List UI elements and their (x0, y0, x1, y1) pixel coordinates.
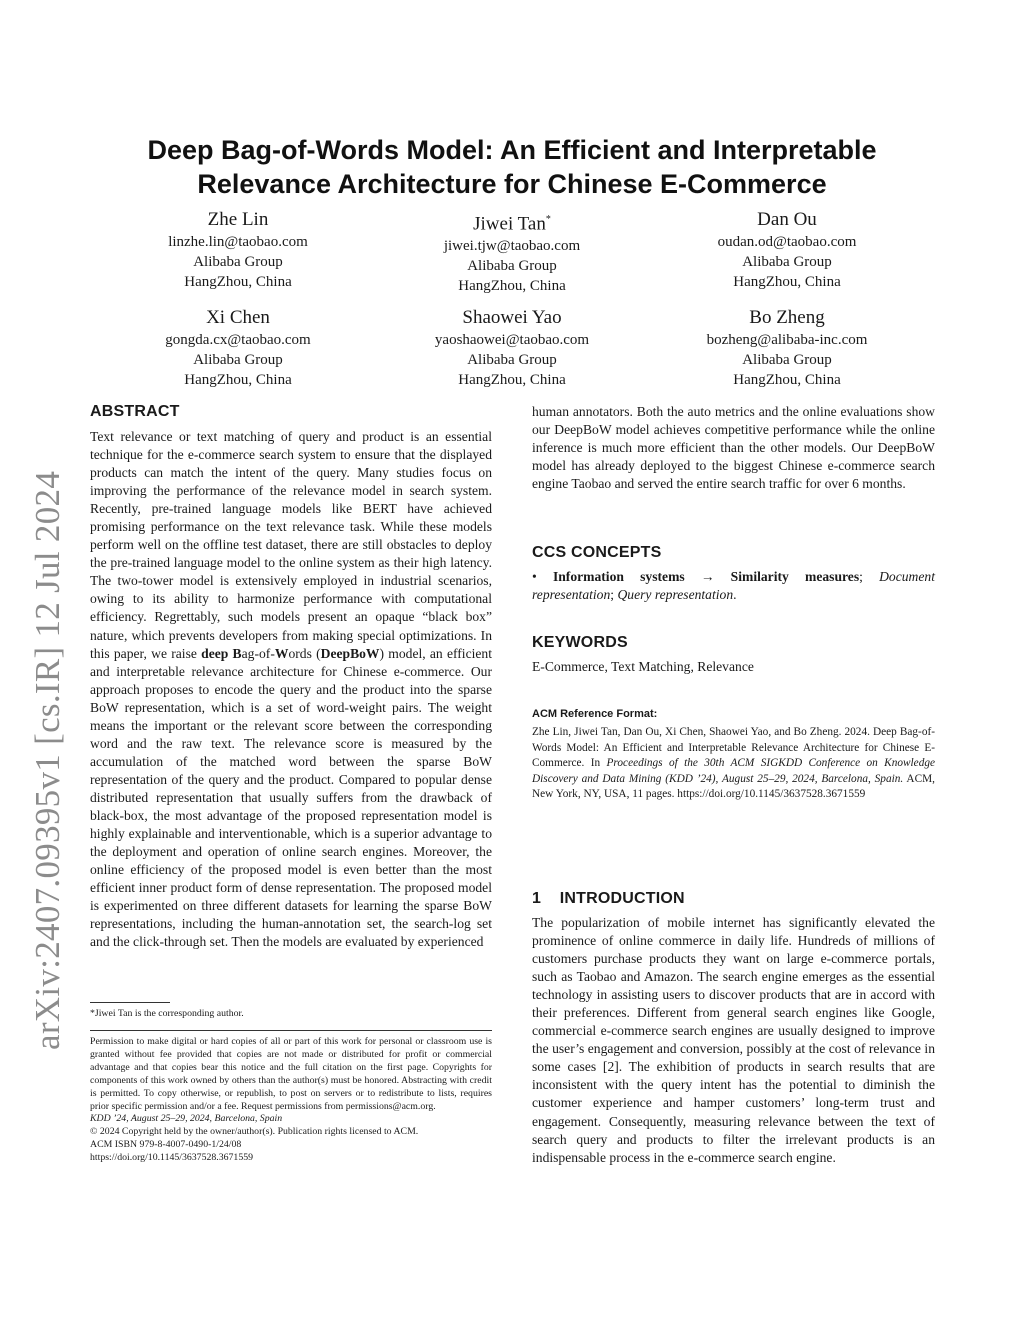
author-location: HangZhou, China (733, 372, 841, 388)
author-location: HangZhou, China (733, 274, 841, 290)
author-org: Alibaba Group (193, 352, 283, 368)
author-name: Xi Chen (206, 307, 270, 328)
isbn-line: ACM ISBN 979-8-4007-0490-1/24/08 (90, 1139, 242, 1151)
author-location: HangZhou, China (458, 372, 566, 388)
author-location: HangZhou, China (184, 372, 292, 388)
ccs-concepts: • Information systems → Similarity measures; Document representation; Query representation. (532, 569, 935, 603)
intro-body: The popularization of mobile internet has significantly elevated the prominence of online commerce in daily life. Hundreds of millions of customers purchase products they want on large e-commerce portals, such as Taobao and Amazon. The search engine emerges as the essential technology in assisting users to discover products that are in accord with their preferences. Different from general search engines like Google, commercial e-commerce search engines are usually designed to improve the user’s engagement and conversion, possibly at the cost of relevance in some cases [2]. The exhibition of products in search results that are inconsistent with the query intent has the potential to diminish the customer experience and hamper customers’ long-term trust and engagement. Consequently, measuring relevance between the text of search query and products to filter the irrelevant products is an indispensable process in the e-commerce search engine. (532, 915, 935, 1165)
author-email: oudan.od@taobao.com (717, 234, 857, 250)
author-email: gongda.cx@taobao.com (165, 332, 311, 348)
author-org: Alibaba Group (193, 254, 283, 270)
author-org: Alibaba Group (467, 258, 557, 275)
abstract-continued: human annotators. Both the auto metrics and the online evaluations show our DeepBoW model achieves competitive performance while the online inference is much more efficient than the other models. Our DeepBoW model has already deployed to the biggest Chinese e-commerce search engine Taobao and served the entire search traffic for over 6 months. (532, 404, 935, 492)
author-block (657, 306, 917, 390)
author-name: Dan Ou (757, 209, 817, 230)
permission-block (90, 1036, 492, 1165)
paper-title (90, 133, 934, 201)
author-block (108, 208, 368, 292)
author-email: linzhe.lin@taobao.com (168, 234, 308, 250)
corresponding-mark: * (545, 214, 551, 225)
author-location: HangZhou, China (458, 278, 566, 295)
author-block (382, 306, 642, 390)
arxiv-stamp: arXiv:2407.09395v1 [cs.IR] 12 Jul 2024 (28, 470, 67, 1050)
acm-ref-body: Zhe Lin, Jiwei Tan, Dan Ou, Xi Chen, Shaowei Yao, and Bo Zheng. 2024. Deep Bag-of-Words Model: An Efficient and Interpretable Relevance Architecture for Chinese E-Commerce. In Proceedings of the 30th ACM SIGKDD Conference on Knowledge Discovery and Data Mining (KDD ’24), August 25–29, 2024, Barcelona, Spain. ACM, New York, NY, USA, 11 pages. https://doi.org/10.1145/3637528.3671559 (532, 726, 935, 801)
abstract-heading: ABSTRACT (90, 403, 180, 420)
author-org: Alibaba Group (742, 254, 832, 270)
ccs-heading: CCS CONCEPTS (532, 544, 662, 561)
author-name: Jiwei Tan* (473, 213, 551, 235)
keywords-text: E-Commerce, Text Matching, Relevance (532, 659, 754, 674)
author-block (382, 208, 642, 296)
author-email: bozheng@alibaba-inc.com (706, 332, 868, 348)
author-name: Bo Zheng (749, 307, 825, 328)
title-line-2: Relevance Architecture for Chinese E-Commerce (197, 169, 827, 199)
author-org: Alibaba Group (742, 352, 832, 368)
permission-text: Permission to make digital or hard copies of all or part of this work for personal or classroom use is granted without fee provided that copies are not made or distributed for profit or commercial advantage and that copies bear this notice and the full citation on the first page. Copyrights for components of this work owned by others than the author(s) must be honored. Abstracting with credit is permitted. To copy otherwise, or republish, to post on servers or to redistribute to lists, requires prior specific permission and/or a fee. Request permissions from permissions@acm.org. (90, 1036, 492, 1112)
author-location: HangZhou, China (184, 274, 292, 290)
author-email: yaoshaowei@taobao.com (434, 332, 590, 348)
venue-line: KDD ’24, August 25–29, 2024, Barcelona, Spain (90, 1113, 283, 1125)
permission-rule (90, 1030, 492, 1031)
author-name: Zhe Lin (207, 209, 269, 230)
footnote: *Jiwei Tan is the corresponding author. (90, 1008, 244, 1019)
author-name: Shaowei Yao (462, 307, 562, 328)
author-block (108, 306, 368, 390)
intro-heading: 1 INTRODUCTION (532, 890, 685, 907)
footnote-rule (90, 1002, 170, 1003)
doi-link[interactable]: https://doi.org/10.1145/3637528.3671559 (90, 1152, 254, 1164)
abstract-body: Text relevance or text matching of query and product is an essential technique for the e-commerce search system to ensure that the displayed products can match the intent of the query. Many studies focus on improving the performance of the relevance model in search system. Recently, pre-trained language models like BERT have achieved promising performance on the text relevance task. While these models perform well on the offline test dataset, there are still obstacles to deploy the pre-trained language model to the online system as their high latency. The two-tower model is extensively employed in industrial scenarios, owing to its ability to harmonize performance with computational efficiency. Regrettably, such models present an opaque “black box” nature, which prevents developers from making special optimizations. In this paper, we raise deep Bag-of-Words (DeepBoW) model, an efficient and interpretable relevance architecture for Chinese e-commerce. Our approach proposes to encode the query and the product into the sparse BoW representation, which is a set of word-weight pairs. The weight means the important or the relevant score between the corresponding word and the raw text. The relevance score is measured by the accumulation of the matched word between the sparse BoW representation of the query and the product. Compared to popular dense distributed representation that usually suffers from the drawback of black-box, the most advantage of the proposed representation model is highly explainable and interventionable, which is a superior advantage to the deployment and operation of online search engines. Moreover, the online efficiency of the proposed model is even better than the most efficient inner product form of dense representation. The proposed model is experimented on three different datasets for learning the sparse BoW representations, including the human-annotation set, the search-log set and the click-through set. Then the models are evaluated by experienced (90, 429, 493, 950)
keywords-heading: KEYWORDS (532, 634, 628, 651)
acm-ref-heading: ACM Reference Format: (532, 708, 658, 720)
author-block (657, 208, 917, 292)
author-email: jiwei.tjw@taobao.com (443, 238, 581, 255)
author-org: Alibaba Group (467, 352, 557, 368)
title-line-1: Deep Bag-of-Words Model: An Efficient and Interpretable (147, 135, 877, 165)
copyright-line: © 2024 Copyright held by the owner/author(s). Publication rights licensed to ACM. (90, 1126, 419, 1138)
